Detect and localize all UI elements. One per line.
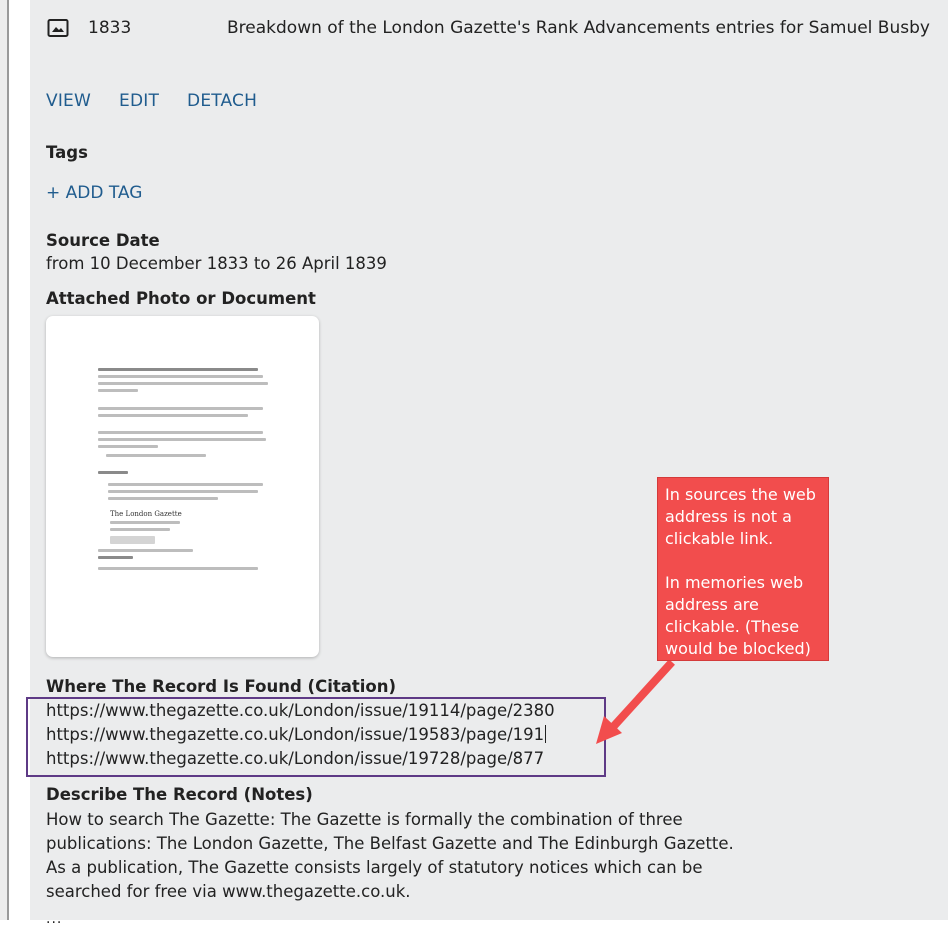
source-date-value: from 10 December 1833 to 26 April 1839 (46, 254, 387, 273)
source-header (46, 16, 131, 40)
citation-line-3: https://www.thegazette.co.uk/London/issue/19728/page/877 (46, 749, 545, 768)
notes-line-3: As a publication, The Gazette consists largely of statutory notices which can be (46, 858, 703, 877)
notes-line-2: publications: The London Gazette, The Belfast Gazette and The Edinburgh Gazette. (46, 834, 734, 853)
notes-text (46, 808, 746, 904)
view-button[interactable]: VIEW (46, 91, 91, 111)
add-tag-button[interactable]: + ADD TAG (46, 183, 143, 203)
action-bar (46, 91, 257, 111)
citation-highlight-box (26, 697, 606, 777)
document-heading: The London Gazette (110, 510, 182, 518)
notes-label: Describe The Record (Notes) (46, 785, 313, 804)
callout-paragraph-2: In memories web address are clickable. (These would be blocked) (665, 573, 811, 658)
notes-line-4: searched for free via www.thegazette.co.uk. (46, 882, 411, 901)
citation-label: Where The Record Is Found (Citation) (46, 677, 397, 696)
detach-button[interactable]: DETACH (187, 91, 258, 111)
more-indicator: ... (46, 911, 63, 927)
source-id: 1833 (88, 18, 132, 38)
source-date-label: Source Date (46, 231, 160, 250)
source-title[interactable]: Breakdown of the London Gazette's Rank Advancements entries for Samuel Busby (227, 18, 930, 38)
notes-line-1: How to search The Gazette: The Gazette is formally the combination of three (46, 810, 683, 829)
callout-paragraph-1: In sources the web address is not a clickable link. (665, 485, 816, 548)
edit-button[interactable]: EDIT (119, 91, 160, 111)
attachment-label: Attached Photo or Document (46, 289, 316, 308)
document-thumbnail[interactable] (46, 316, 319, 657)
citation-line-2: https://www.thegazette.co.uk/London/issue/19583/page/191 (46, 725, 545, 744)
annotation-callout (657, 477, 829, 661)
left-rail (0, 0, 9, 920)
source-panel (30, 0, 948, 920)
citation-line-1: https://www.thegazette.co.uk/London/issue/19114/page/2380 (46, 701, 555, 720)
image-icon (46, 16, 70, 40)
tags-label: Tags (46, 143, 88, 162)
